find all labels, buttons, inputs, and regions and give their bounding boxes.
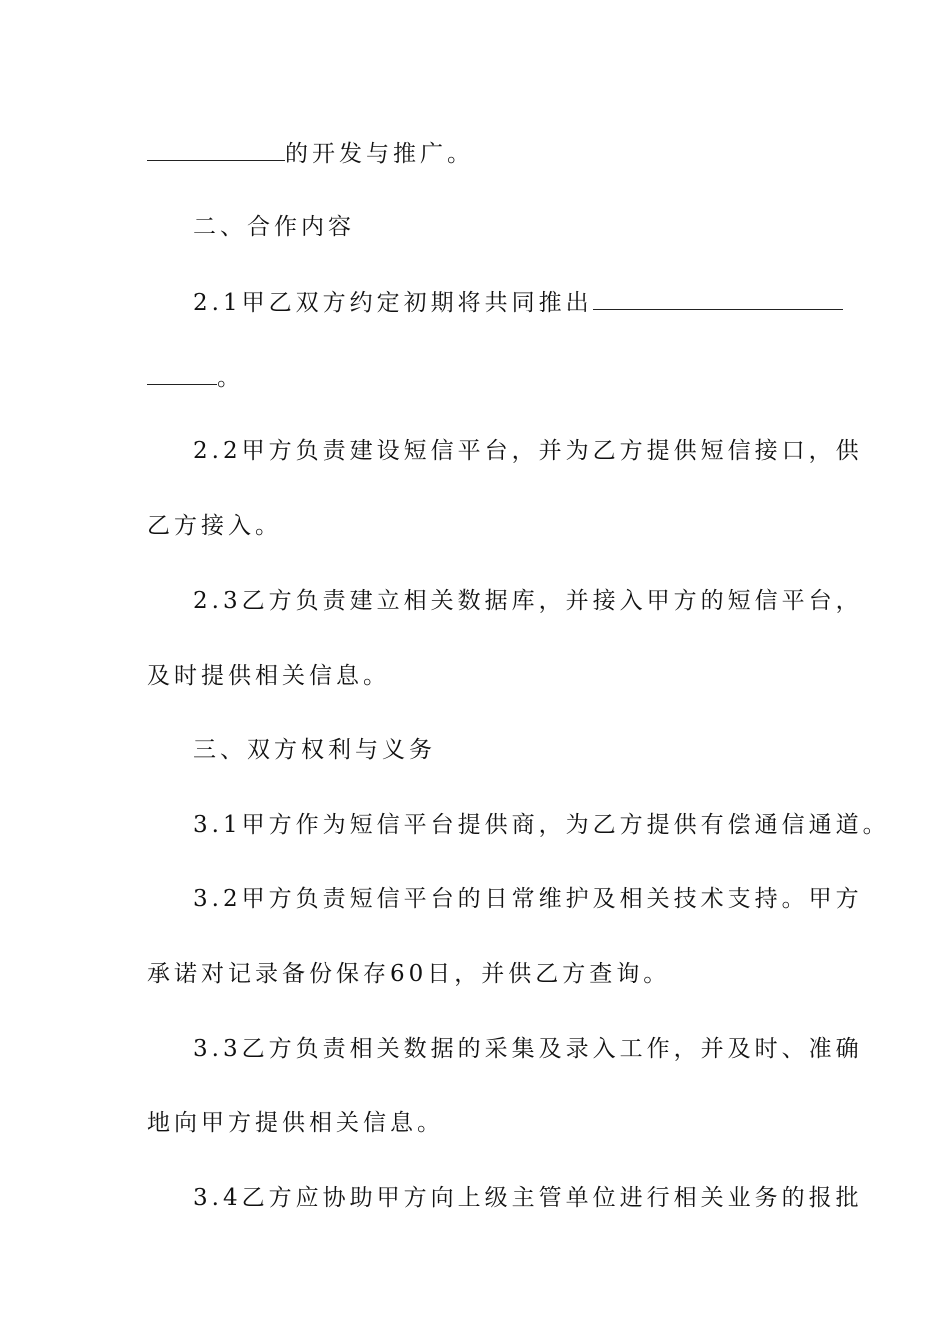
clause-2-1-line-2: [147, 362, 244, 393]
section-heading-2: [193, 212, 355, 242]
clause-3-2-line-1: [193, 884, 863, 914]
clause-3-3-line-2: [147, 1108, 444, 1138]
fill-in-blank: [147, 362, 217, 385]
line-text: 乙方接入。: [147, 513, 282, 539]
clause-2-1-line-1: [193, 287, 843, 318]
section-heading-3: [193, 735, 436, 765]
fill-in-blank: [147, 138, 285, 161]
clause-3-1-line-1: [193, 810, 890, 840]
clause-2-2-line-1: [193, 436, 863, 466]
line-text: 及时提供相关信息。: [147, 663, 390, 689]
line-text: 3.1甲方作为短信平台提供商，为乙方提供有偿通信通道。: [193, 812, 890, 838]
fill-in-blank: [593, 287, 843, 310]
line-text: 3.4乙方应协助甲方向上级主管单位进行相关业务的报批: [193, 1185, 863, 1211]
heading-text: 三、双方权利与义务: [193, 737, 436, 763]
line-text: 地向甲方提供相关信息。: [147, 1110, 444, 1136]
clause-3-2-line-2: [147, 959, 670, 989]
paragraph-line-1: [147, 138, 474, 169]
line-text: 3.2甲方负责短信平台的日常维护及相关技术支持。甲方: [193, 886, 863, 912]
line-text: 2.3乙方负责建立相关数据库，并接入甲方的短信平台，: [193, 588, 863, 614]
line-text: 2.2甲方负责建设短信平台，并为乙方提供短信接口，供: [193, 438, 863, 464]
line-text: 。: [217, 365, 244, 391]
clause-2-2-line-2: [147, 511, 282, 541]
line-text: 的开发与推广。: [285, 141, 474, 167]
clause-3-4-line-1: [193, 1183, 863, 1213]
clause-3-3-line-1: [193, 1034, 863, 1064]
line-text: 承诺对记录备份保存60日，并供乙方查询。: [147, 961, 671, 987]
clause-2-3-line-1: [193, 586, 863, 616]
line-text: 2.1甲乙双方约定初期将共同推出: [193, 290, 593, 316]
heading-text: 二、合作内容: [193, 214, 355, 240]
line-text: 3.3乙方负责相关数据的采集及录入工作，并及时、准确: [193, 1036, 863, 1062]
clause-2-3-line-2: [147, 661, 390, 691]
